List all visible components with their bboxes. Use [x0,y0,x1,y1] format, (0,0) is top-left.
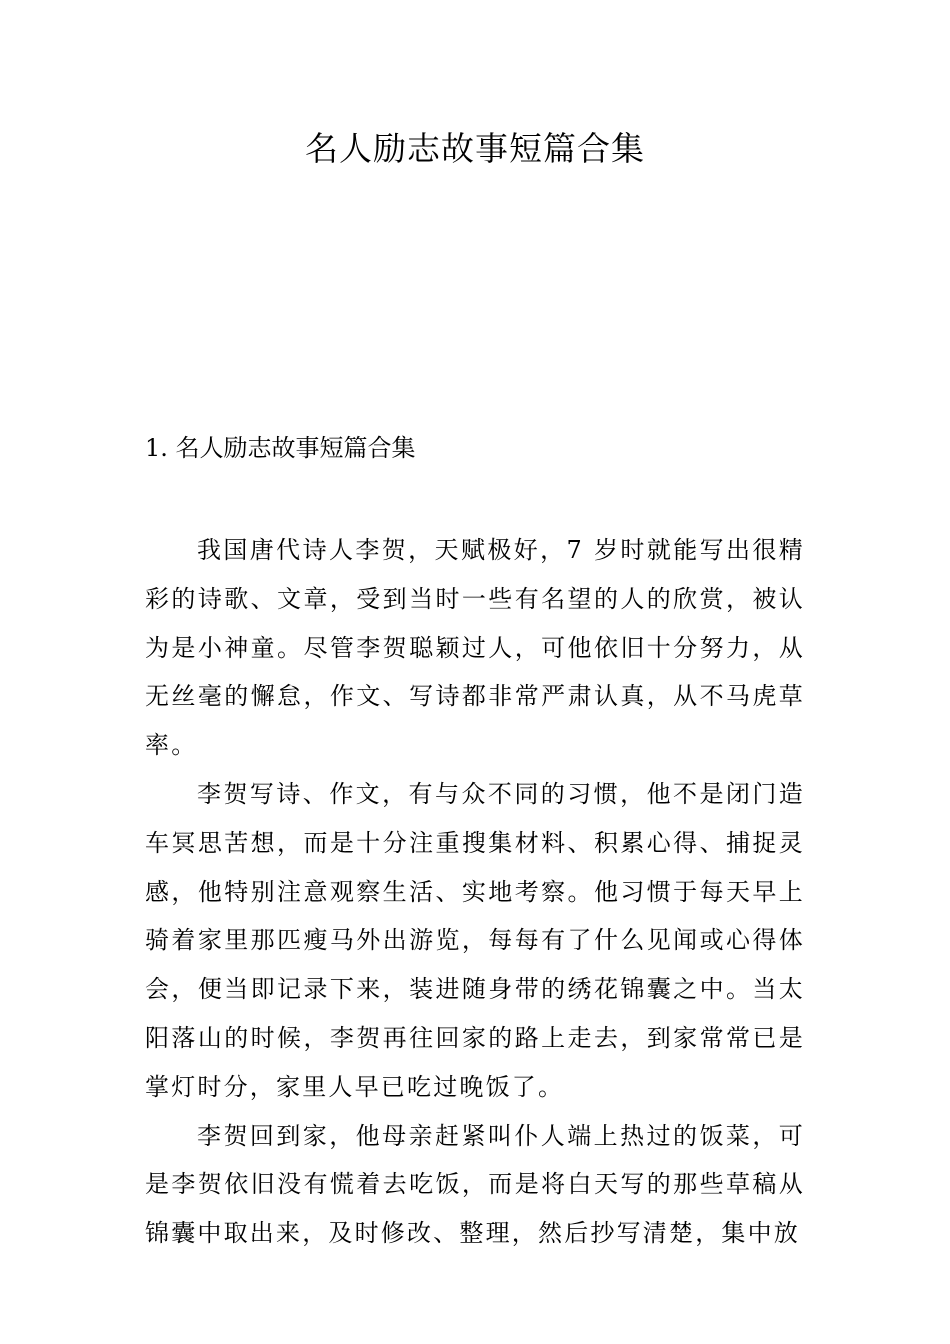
document-title: 名人励志故事短篇合集 [305,129,645,168]
paragraph: 我国唐代诗人李贺，天赋极好，7 岁时就能写出很精彩的诗歌、文章，受到当时一些有名望的人的欣赏，被认为是小神童。尽管李贺聪颖过人，可他依旧十分努力，从无丝毫的懈怠，作文、写诗都非常严肃认真，从不马虎草率。 [145,536,805,760]
section-heading: 1. 名人励志故事短篇合集 [145,434,416,462]
paragraph: 李贺写诗、作文，有与众不同的习惯，他不是闭门造车冥思苦想，而是十分注重搜集材料、积累心得、捕捉灵感，他特别注意观察生活、实地考察。他习惯于每天早上骑着家里那匹瘦马外出游览，每每有了什么见闻或心得体会，便当即记录下来，装进随身带的绣花锦囊之中。当太阳落山的时候，李贺再往回家的路上走去，到家常常已是掌灯时分，家里人早已吃过晚饭了。 [145,779,805,1101]
paragraph: 李贺回到家，他母亲赶紧叫仆人端上热过的饭菜，可是李贺依旧没有慌着去吃饭，而是将白天写的那些草稿从锦囊中取出来，及时修改、整理，然后抄写清楚，集中放 [145,1121,805,1248]
story-body [145,526,805,1258]
